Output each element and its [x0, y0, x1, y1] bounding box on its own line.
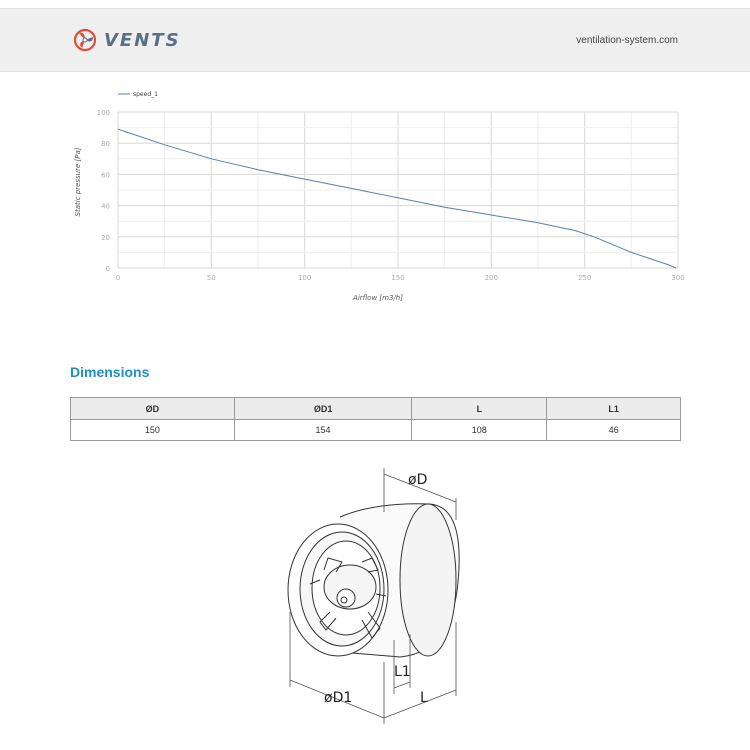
value-l: 108 — [412, 420, 547, 441]
x-tick-label: 100 — [297, 274, 312, 282]
pressure-airflow-chart — [64, 84, 704, 314]
fan-dimension-drawing — [280, 462, 480, 732]
legend-label: speed_1 — [133, 91, 158, 98]
header-l: L — [412, 398, 547, 420]
x-tick-label: 0 — [115, 274, 121, 282]
x-tick-label: 50 — [206, 274, 216, 282]
value-od1: 154 — [234, 420, 412, 441]
label-l1: L1 — [394, 664, 411, 680]
y-tick-label: 40 — [101, 202, 110, 211]
header-od1: ØD1 — [234, 398, 412, 420]
y-axis-title: Static pressure [Pa] — [74, 147, 82, 217]
table-row — [71, 420, 681, 441]
dimensions-heading: Dimensions — [70, 364, 150, 380]
y-tick-label: 60 — [101, 171, 110, 180]
header-od: ØD — [71, 398, 235, 420]
vents-logo-icon — [72, 28, 98, 52]
value-od: 150 — [71, 420, 235, 441]
brand-name: VENTS — [104, 29, 181, 51]
y-tick-label: 80 — [101, 140, 110, 149]
header-l1: L1 — [547, 398, 681, 420]
label-od: øD — [408, 472, 428, 488]
x-tick-label: 300 — [671, 274, 685, 282]
table-header-row — [71, 398, 681, 420]
label-l: L — [420, 690, 428, 706]
label-od1: øD1 — [324, 690, 353, 706]
y-tick-label: 100 — [96, 109, 110, 117]
page-header — [0, 8, 750, 72]
series-line-speed_1 — [118, 129, 676, 268]
x-tick-label: 250 — [577, 274, 592, 282]
x-axis-title: Airflow [m3/h] — [353, 294, 403, 302]
y-tick-label: 20 — [101, 233, 110, 242]
chart-svg — [64, 84, 704, 314]
fan-outline — [288, 504, 459, 657]
x-tick-label: 150 — [391, 274, 405, 282]
value-l1: 46 — [547, 420, 681, 441]
y-tick-label: 0 — [105, 265, 110, 273]
site-url-link[interactable]: ventilation-system.com — [576, 35, 678, 46]
brand-logo[interactable] — [72, 26, 181, 54]
x-tick-label: 200 — [484, 274, 499, 282]
dimensions-table — [70, 397, 681, 441]
